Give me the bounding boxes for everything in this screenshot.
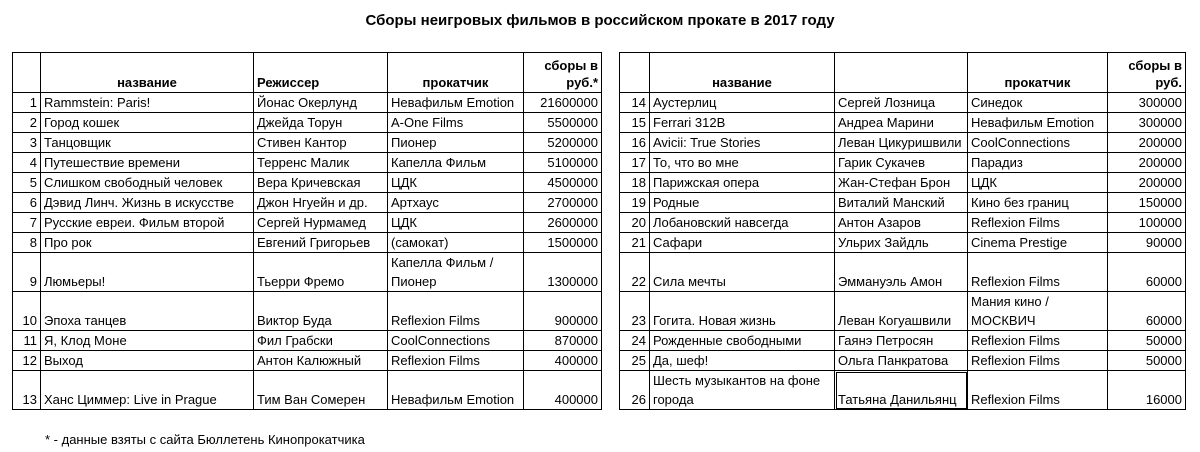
cell-title[interactable]: Танцовщик: [41, 133, 254, 153]
cell-title[interactable]: Люмьеры!: [41, 253, 254, 292]
table-row: [620, 371, 1186, 410]
cell-gross[interactable]: 50000: [1108, 331, 1186, 351]
cell-title[interactable]: Город кошек: [41, 113, 254, 133]
cell-title[interactable]: Аустерлиц: [650, 93, 835, 113]
cell-gross[interactable]: 1500000: [524, 233, 602, 253]
cell-num[interactable]: 6: [13, 193, 41, 213]
cell-director-selected[interactable]: Татьяна Данильянц: [835, 371, 968, 410]
cell-distributor[interactable]: Кино без границ: [968, 193, 1108, 213]
cell-gross[interactable]: 90000: [1108, 233, 1186, 253]
header-title[interactable]: название: [41, 53, 254, 93]
cell-director[interactable]: Терренс Малик: [254, 153, 388, 173]
cell-num[interactable]: 16: [620, 133, 650, 153]
table-row: [13, 113, 602, 133]
cell-director[interactable]: Джон Нгуейн и др.: [254, 193, 388, 213]
table-row: [620, 351, 1186, 371]
cell-num[interactable]: 5: [13, 173, 41, 193]
cell-title[interactable]: Лобановский навсегда: [650, 213, 835, 233]
table-row: [620, 173, 1186, 193]
cell-num[interactable]: 26: [620, 371, 650, 410]
left-table: [12, 52, 602, 410]
table-row: [620, 292, 1186, 331]
header-director[interactable]: Режиссер: [254, 53, 388, 93]
cell-num[interactable]: 2: [13, 113, 41, 133]
cell-gross[interactable]: 5200000: [524, 133, 602, 153]
cell-num[interactable]: 20: [620, 213, 650, 233]
cell-num[interactable]: 11: [13, 331, 41, 351]
cell-num[interactable]: 13: [13, 371, 41, 410]
page-title: Сборы неигровых фильмов в российском прокате в 2017 году: [365, 12, 835, 29]
header-distributor[interactable]: прокатчик: [968, 53, 1108, 93]
cell-distributor[interactable]: Мания кино / МОСКВИЧ: [968, 292, 1108, 331]
table-row: [13, 371, 602, 410]
cell-director[interactable]: Эммануэль Амон: [835, 253, 968, 292]
cell-gross[interactable]: 300000: [1108, 113, 1186, 133]
cell-title[interactable]: Ferrari 312B: [650, 113, 835, 133]
cell-num[interactable]: 18: [620, 173, 650, 193]
header-num[interactable]: [13, 53, 41, 93]
table-row: [620, 331, 1186, 351]
cell-title[interactable]: Рожденные свободными: [650, 331, 835, 351]
cell-distributor[interactable]: Reflexion Films: [968, 253, 1108, 292]
cell-title[interactable]: Родные: [650, 193, 835, 213]
table-row: [13, 351, 602, 371]
cell-gross[interactable]: 400000: [524, 351, 602, 371]
header-title[interactable]: название: [650, 53, 835, 93]
cell-distributor[interactable]: Невафильм Emotion: [968, 113, 1108, 133]
cell-gross[interactable]: 60000: [1108, 292, 1186, 331]
cell-num[interactable]: 10: [13, 292, 41, 331]
cell-gross[interactable]: 200000: [1108, 173, 1186, 193]
cell-title[interactable]: Rammstein: Paris!: [41, 93, 254, 113]
cell-gross[interactable]: 5500000: [524, 113, 602, 133]
cell-gross[interactable]: 2700000: [524, 193, 602, 213]
table-row: [13, 133, 602, 153]
table-row: [620, 153, 1186, 173]
cell-gross[interactable]: 150000: [1108, 193, 1186, 213]
cell-num[interactable]: 22: [620, 253, 650, 292]
cell-title[interactable]: Сафари: [650, 233, 835, 253]
cell-director[interactable]: Леван Цикуришвили: [835, 133, 968, 153]
cell-director[interactable]: Стивен Кантор: [254, 133, 388, 153]
cell-title[interactable]: Я, Клод Моне: [41, 331, 254, 351]
cell-gross[interactable]: 1300000: [524, 253, 602, 292]
cell-gross[interactable]: 400000: [524, 371, 602, 410]
cell-distributor[interactable]: CoolConnections: [968, 133, 1108, 153]
table-row: [13, 173, 602, 193]
table-row: [13, 153, 602, 173]
cell-num[interactable]: 19: [620, 193, 650, 213]
cell-title[interactable]: Гогита. Новая жизнь: [650, 292, 835, 331]
cell-director[interactable]: Антон Калюжный: [254, 351, 388, 371]
cell-director[interactable]: Тим Ван Сомерен: [254, 371, 388, 410]
cell-director[interactable]: Джейда Торун: [254, 113, 388, 133]
cell-title[interactable]: Avicii: True Stories: [650, 133, 835, 153]
cell-gross[interactable]: 870000: [524, 331, 602, 351]
cell-num[interactable]: 24: [620, 331, 650, 351]
cell-gross[interactable]: 50000: [1108, 351, 1186, 371]
right-table: [619, 52, 1186, 410]
cell-distributor[interactable]: ЦДК: [968, 173, 1108, 193]
header-num[interactable]: [620, 53, 650, 93]
cell-director[interactable]: Виталий Манский: [835, 193, 968, 213]
cell-num[interactable]: 7: [13, 213, 41, 233]
cell-num[interactable]: 3: [13, 133, 41, 153]
header-gross[interactable]: сборы в руб.*: [524, 53, 602, 93]
cell-num[interactable]: 17: [620, 153, 650, 173]
cell-num[interactable]: 9: [13, 253, 41, 292]
cell-num[interactable]: 21: [620, 233, 650, 253]
cell-num[interactable]: 12: [13, 351, 41, 371]
cell-distributor[interactable]: Синедок: [968, 93, 1108, 113]
cell-distributor[interactable]: Reflexion Films: [388, 292, 524, 331]
cell-gross[interactable]: 2600000: [524, 213, 602, 233]
footnote: * - данные взяты с сайта Бюллетень Кинопрокатчика: [45, 432, 365, 447]
cell-director[interactable]: Гарик Сукачев: [835, 153, 968, 173]
table-row: [620, 93, 1186, 113]
cell-gross[interactable]: 21600000: [524, 93, 602, 113]
cell-gross[interactable]: 5100000: [524, 153, 602, 173]
cell-title[interactable]: Парижская опера: [650, 173, 835, 193]
cell-title[interactable]: Путешествие времени: [41, 153, 254, 173]
table-row: [620, 213, 1186, 233]
cell-num[interactable]: 1: [13, 93, 41, 113]
table-row: [620, 133, 1186, 153]
header-gross[interactable]: сборы в руб.: [1108, 53, 1186, 93]
cell-gross[interactable]: 4500000: [524, 173, 602, 193]
table-row: [13, 292, 602, 331]
table-row: [13, 93, 602, 113]
cell-num[interactable]: 14: [620, 93, 650, 113]
cell-title[interactable]: Да, шеф!: [650, 351, 835, 371]
cell-distributor[interactable]: Невафильм Emotion: [388, 93, 524, 113]
cell-director[interactable]: Тьерри Фремо: [254, 253, 388, 292]
cell-gross[interactable]: 900000: [524, 292, 602, 331]
cell-title[interactable]: Эпоха танцев: [41, 292, 254, 331]
cell-title[interactable]: Русские евреи. Фильм второй: [41, 213, 254, 233]
cell-title[interactable]: Выход: [41, 351, 254, 371]
cell-director[interactable]: Фил Грабски: [254, 331, 388, 351]
header-row: [620, 53, 1186, 93]
cell-director[interactable]: Евгений Григорьев: [254, 233, 388, 253]
cell-distributor[interactable]: (самокат): [388, 233, 524, 253]
table-row: [13, 331, 602, 351]
cell-director[interactable]: Ольга Панкратова: [835, 351, 968, 371]
cell-distributor[interactable]: Пионер: [388, 133, 524, 153]
table-row: [620, 233, 1186, 253]
table-row: [13, 193, 602, 213]
cell-title[interactable]: Дэвид Линч. Жизнь в искусстве: [41, 193, 254, 213]
cell-gross[interactable]: 300000: [1108, 93, 1186, 113]
table-row: [620, 253, 1186, 292]
cell-distributor[interactable]: Reflexion Films: [968, 331, 1108, 351]
cell-director[interactable]: Вера Кричевская: [254, 173, 388, 193]
cell-distributor[interactable]: Парадиз: [968, 153, 1108, 173]
cell-gross[interactable]: 60000: [1108, 253, 1186, 292]
cell-distributor[interactable]: Артхаус: [388, 193, 524, 213]
cell-title[interactable]: То, что во мне: [650, 153, 835, 173]
table-row: [13, 253, 602, 292]
cell-distributor[interactable]: Reflexion Films: [968, 213, 1108, 233]
table-row: [620, 113, 1186, 133]
cell-distributor[interactable]: A-One Films: [388, 113, 524, 133]
cell-gross[interactable]: 200000: [1108, 153, 1186, 173]
cell-gross[interactable]: 200000: [1108, 133, 1186, 153]
table-row: [620, 193, 1186, 213]
cell-director[interactable]: Виктор Буда: [254, 292, 388, 331]
cell-distributor[interactable]: ЦДК: [388, 173, 524, 193]
header-distributor[interactable]: прокатчик: [388, 53, 524, 93]
cell-director[interactable]: Леван Когуашвили: [835, 292, 968, 331]
cell-distributor[interactable]: Капелла Фильм: [388, 153, 524, 173]
cell-distributor[interactable]: Невафильм Emotion: [388, 371, 524, 410]
cell-distributor[interactable]: CoolConnections: [388, 331, 524, 351]
cell-title[interactable]: Про рок: [41, 233, 254, 253]
cell-num[interactable]: 23: [620, 292, 650, 331]
cell-distributor[interactable]: Cinema Prestige: [968, 233, 1108, 253]
cell-director[interactable]: Сергей Нурмамед: [254, 213, 388, 233]
table-row: [13, 233, 602, 253]
cell-gross[interactable]: 16000: [1108, 371, 1186, 410]
cell-director[interactable]: Андреа Марини: [835, 113, 968, 133]
header-row: [13, 53, 602, 93]
cell-title[interactable]: Слишком свободный человек: [41, 173, 254, 193]
cell-title[interactable]: Шесть музыкантов на фоне города: [650, 371, 835, 410]
cell-distributor[interactable]: Reflexion Films: [388, 351, 524, 371]
cell-director[interactable]: Сергей Лозница: [835, 93, 968, 113]
table-row: [13, 213, 602, 233]
cell-title[interactable]: Сила мечты: [650, 253, 835, 292]
cell-num[interactable]: 4: [13, 153, 41, 173]
cell-num[interactable]: 8: [13, 233, 41, 253]
cell-gross[interactable]: 100000: [1108, 213, 1186, 233]
cell-director[interactable]: Йонас Окерлунд: [254, 93, 388, 113]
cell-distributor[interactable]: Reflexion Films: [968, 371, 1108, 410]
cell-director[interactable]: Жан-Стефан Брон: [835, 173, 968, 193]
cell-director[interactable]: Ульрих Зайдль: [835, 233, 968, 253]
cell-title[interactable]: Ханс Циммер: Live in Prague: [41, 371, 254, 410]
cell-distributor[interactable]: Капелла Фильм / Пионер: [388, 253, 524, 292]
header-director[interactable]: [835, 53, 968, 93]
cell-director[interactable]: Гаянэ Петросян: [835, 331, 968, 351]
cell-distributor[interactable]: Reflexion Films: [968, 351, 1108, 371]
cell-num[interactable]: 15: [620, 113, 650, 133]
cell-num[interactable]: 25: [620, 351, 650, 371]
cell-director[interactable]: Антон Азаров: [835, 213, 968, 233]
cell-distributor[interactable]: ЦДК: [388, 213, 524, 233]
